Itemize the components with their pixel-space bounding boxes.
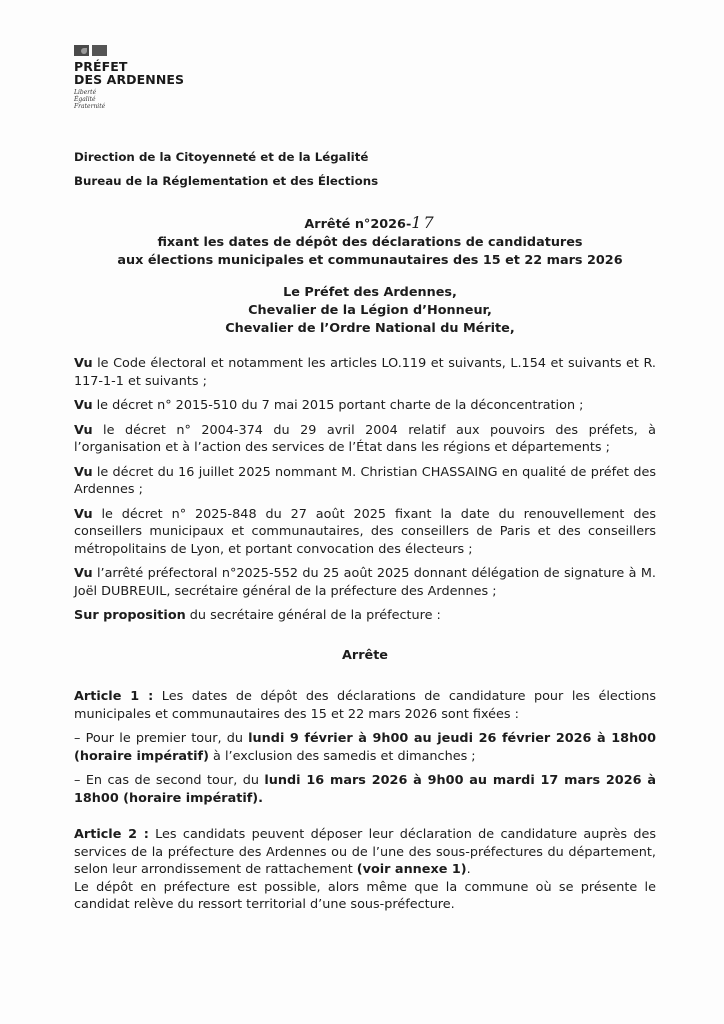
article-1-tour-1: – Pour le premier tour, du lundi 9 février à 9h00 au jeudi 26 février 2026 à 18h00 (horaire impératif) à l’exclusion des samedis et dimanches ; (74, 731, 656, 764)
prefet-titles (60, 284, 680, 338)
article-2-note: Le dépôt en préfecture est possible, alors même que la commune où se présente le candidat relève du ressort territorial d’une sous-préfecture. (74, 879, 656, 912)
article-1-tour-2: – En cas de second tour, du lundi 16 mars 2026 à 9h00 au mardi 17 mars 2026 à 18h00 (horaire impératif). (74, 773, 656, 806)
arrete-heading: Arrête (341, 647, 388, 663)
visa-5: Vu le décret n° 2025-848 du 27 août 2025 fixant la date du renouvellement des conseillers municipaux et communautaires, des conseillers de Paris et des conseillers métropolitains de Lyon, et portant convocation des électeurs ; (74, 506, 656, 557)
visa-2: Vu le décret n° 2015-510 du 7 mai 2015 portant charte de la déconcentration ; (74, 398, 584, 413)
article-1-label: Article 1 : (74, 689, 154, 704)
devise-liberte: Liberté (74, 89, 97, 96)
article-1: Article 1 : Les dates de dépôt des déclarations de candidature pour les élections municipales et communautaires des 15 et 22 mars 2026 sont fixées : (74, 689, 656, 722)
article-2-label: Article 2 : (74, 827, 149, 842)
prefecture-logo (74, 45, 184, 110)
prefet-line1: Le Préfet des Ardennes, (283, 285, 457, 300)
visa-3: Vu le décret n° 2004-374 du 29 avril 2004 relatif aux pouvoirs des préfets, à l’organisation et à l’action des services de l’État dans les régions et départements ; (74, 422, 656, 455)
prefet-line2: Chevalier de la Légion d’Honneur, (248, 303, 492, 318)
prefet-line3: Chevalier de l’Ordre National du Mérite, (225, 321, 515, 336)
issuing-department (74, 145, 378, 193)
proposition: Sur proposition du secrétaire général de la préfecture : (74, 608, 441, 623)
arrete-number: Arrêté n°2026-17 (304, 213, 436, 232)
visa-1: Vu le Code électoral et notamment les articles LO.119 et suivants, L.154 et suivants et R. 117-1-1 et suivants ; (74, 356, 656, 389)
logo-line1: PRÉFET (74, 59, 128, 74)
article-2: Article 2 : Les candidats peuvent déposer leur déclaration de candidature auprès des services de la préfecture des Ardennes ou de l’une des sous-préfectures du département, selon leur arrondissement de rattachement (voir annexe 1). (74, 827, 656, 877)
title-line3: aux élections municipales et communautaires des 15 et 22 mars 2026 (117, 253, 623, 268)
handwritten-number: 17 (411, 213, 436, 232)
visa-4: Vu le décret du 16 juillet 2025 nommant M. Christian CHASSAING en qualité de préfet des Ardennes ; (74, 464, 656, 497)
logo-line2: DES ARDENNES (74, 72, 185, 87)
direction-label: Direction de la Citoyenneté et de la Légalité (74, 150, 369, 164)
devise-egalite: Égalité (74, 96, 96, 103)
devise (74, 89, 184, 110)
document-body (74, 355, 656, 921)
arrete-title (60, 214, 680, 270)
bureau-label: Bureau de la Réglementation et des Élections (74, 174, 379, 188)
visa-6: Vu l’arrêté préfectoral n°2025-552 du 25 août 2025 donnant délégation de signature à M. Joël DUBREUIL, secrétaire général de la préfecture des Ardennes ; (74, 566, 656, 599)
title-line2: fixant les dates de dépôt des déclarations de candidatures (157, 235, 583, 250)
marianne-icon (74, 45, 184, 56)
devise-fraternite: Fraternité (74, 103, 106, 110)
